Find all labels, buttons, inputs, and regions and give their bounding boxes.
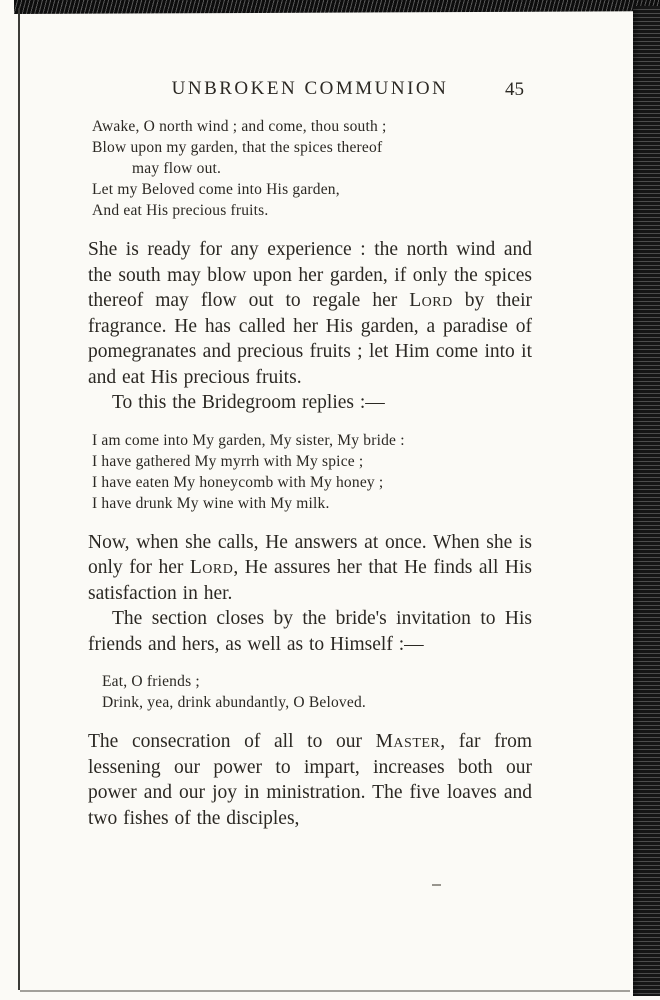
verse-line: Blow upon my garden, that the spices thereof xyxy=(92,139,383,156)
book-edge-top xyxy=(14,0,660,14)
smallcaps-lord: Lord xyxy=(189,557,234,578)
verse-line: I have drunk My wine with My milk. xyxy=(92,494,330,512)
paragraph-5-text: , far from lessening our power to impart, increases both our power and our joy in ministration. The five loaves and two fishes of the disciples, xyxy=(88,731,532,829)
page-number: 45 xyxy=(505,79,524,100)
verse-line: Awake, O north wind ; and come, thou south ; xyxy=(92,118,387,135)
page-title: UNBROKEN COMMUNION xyxy=(171,78,449,99)
verse-line: I have gathered My myrrh with My spice ; xyxy=(92,452,364,470)
verse-line: Let my Beloved come into His garden, xyxy=(92,181,340,198)
verse-line: I have eaten My honeycomb with My honey ; xyxy=(92,473,384,491)
verse-line: Eat, O friends ; xyxy=(102,673,200,690)
paragraph-4: The section closes by the bride's invitation to His friends and hers, as well as to Himself :— xyxy=(88,608,532,655)
text-block xyxy=(88,78,532,831)
paragraph-3 xyxy=(88,530,532,607)
paragraph-5-text: The consecration of all to our xyxy=(88,731,376,752)
verse-line: And eat His precious fruits. xyxy=(92,202,269,219)
verse-line: I am come into My garden, My sister, My bride : xyxy=(92,431,405,449)
paragraph-1-text: She is ready for any experience : the north wind and the south may blow upon her garden, if only the spices thereof may flow out to regale her xyxy=(88,239,532,311)
paragraph-3-text: Now, when she calls, He answers at once. When she is only for her xyxy=(88,531,532,578)
book-edge-right xyxy=(633,6,660,996)
page-gutter-line xyxy=(18,8,20,990)
paragraph-1-text: by their fragrance. He has called her His garden, a paradise of pomegranates and precious fruits ; let Him come into it and eat His precious fruits. xyxy=(88,290,532,388)
paragraph-5 xyxy=(88,729,532,831)
running-head xyxy=(88,78,532,100)
paragraph-1 xyxy=(88,237,532,390)
paragraph-3-text: , He assures her that He finds all His satisfaction in her. xyxy=(88,557,532,604)
verse-quote-1 xyxy=(92,116,532,221)
paragraph-2: To this the Bridegroom replies :— xyxy=(112,392,385,413)
scan-artifact xyxy=(432,884,441,886)
smallcaps-lord: Lord xyxy=(409,290,453,311)
verse-line: Drink, yea, drink abundantly, O Beloved. xyxy=(102,694,366,711)
book-edge-bottom xyxy=(20,990,630,992)
verse-quote-3 xyxy=(102,671,532,713)
verse-quote-2 xyxy=(92,430,532,514)
smallcaps-master: Master xyxy=(375,731,441,752)
verse-line: may flow out. xyxy=(132,160,222,177)
